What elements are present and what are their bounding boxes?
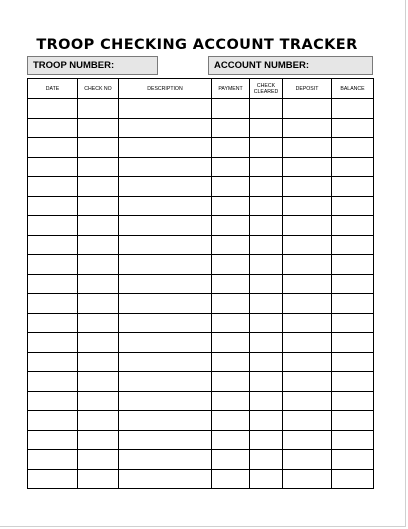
table-row [28,118,374,138]
cell-deposit[interactable] [283,118,332,138]
cell-date[interactable] [28,352,78,372]
cell-deposit[interactable] [283,391,332,411]
cell-payment[interactable] [212,157,250,177]
table-row [28,177,374,197]
cell-deposit[interactable] [283,313,332,333]
cell-check-cleared[interactable] [250,255,283,275]
table-row [28,235,374,255]
cell-payment[interactable] [212,118,250,138]
cell-description[interactable] [119,469,212,489]
account-number-label: ACCOUNT NUMBER: [214,60,309,71]
cell-check-cleared[interactable] [250,157,283,177]
cell-description[interactable] [119,274,212,294]
cell-payment[interactable] [212,352,250,372]
cell-check-no[interactable] [78,469,119,489]
cell-deposit[interactable] [283,216,332,236]
cell-description[interactable] [119,138,212,158]
cell-date[interactable] [28,99,78,119]
cell-check-no[interactable] [78,235,119,255]
cell-balance[interactable] [332,391,374,411]
cell-payment[interactable] [212,235,250,255]
cell-date[interactable] [28,430,78,450]
table-row [28,411,374,431]
cell-date[interactable] [28,196,78,216]
cell-deposit[interactable] [283,274,332,294]
cell-payment[interactable] [212,274,250,294]
cell-date[interactable] [28,157,78,177]
cell-balance[interactable] [332,450,374,470]
cell-deposit[interactable] [283,411,332,431]
cell-check-no[interactable] [78,294,119,314]
cell-payment[interactable] [212,333,250,353]
header-check-no: CHECK NO [78,79,119,99]
table-row [28,430,374,450]
cell-payment[interactable] [212,216,250,236]
cell-date[interactable] [28,138,78,158]
cell-check-no[interactable] [78,352,119,372]
cell-payment[interactable] [212,294,250,314]
cell-description[interactable] [119,118,212,138]
cell-check-cleared[interactable] [250,450,283,470]
cell-balance[interactable] [332,177,374,197]
page-title: TROOP CHECKING ACCOUNT TRACKER [36,37,358,53]
header-deposit: DEPOSIT [283,79,332,99]
cell-description[interactable] [119,216,212,236]
cell-check-no[interactable] [78,255,119,275]
cell-check-cleared[interactable] [250,469,283,489]
cell-payment[interactable] [212,255,250,275]
cell-description[interactable] [119,391,212,411]
cell-description[interactable] [119,313,212,333]
cell-payment[interactable] [212,99,250,119]
header-date: DATE [28,79,78,99]
table-row [28,469,374,489]
cell-payment[interactable] [212,372,250,392]
cell-check-no[interactable] [78,99,119,119]
cell-balance[interactable] [332,99,374,119]
table-row [28,216,374,236]
cell-check-no[interactable] [78,196,119,216]
cell-description[interactable] [119,333,212,353]
cell-description[interactable] [119,235,212,255]
cell-payment[interactable] [212,196,250,216]
cell-description[interactable] [119,352,212,372]
ledger-body [28,99,374,489]
cell-deposit[interactable] [283,372,332,392]
cell-balance[interactable] [332,313,374,333]
cell-balance[interactable] [332,469,374,489]
table-row [28,313,374,333]
cell-balance[interactable] [332,118,374,138]
cell-balance[interactable] [332,372,374,392]
table-row [28,450,374,470]
cell-deposit[interactable] [283,196,332,216]
troop-number-field[interactable] [27,56,158,75]
cell-date[interactable] [28,294,78,314]
cell-description[interactable] [119,450,212,470]
cell-date[interactable] [28,313,78,333]
cell-description[interactable] [119,372,212,392]
table-row [28,138,374,158]
cell-balance[interactable] [332,352,374,372]
header-check-cleared: CHECK CLEARED [250,79,283,99]
cell-check-no[interactable] [78,157,119,177]
cell-date[interactable] [28,216,78,236]
header-description: DESCRIPTION [119,79,212,99]
cell-date[interactable] [28,450,78,470]
table-row [28,274,374,294]
cell-check-cleared[interactable] [250,99,283,119]
table-row [28,391,374,411]
cell-check-no[interactable] [78,313,119,333]
cell-balance[interactable] [332,411,374,431]
cell-check-no[interactable] [78,118,119,138]
table-row [28,352,374,372]
ledger-table [27,78,374,489]
cell-check-cleared[interactable] [250,177,283,197]
cell-check-cleared[interactable] [250,274,283,294]
cell-deposit[interactable] [283,352,332,372]
cell-check-cleared[interactable] [250,430,283,450]
cell-description[interactable] [119,294,212,314]
cell-check-cleared[interactable] [250,313,283,333]
troop-number-label: TROOP NUMBER: [33,60,115,71]
cell-date[interactable] [28,469,78,489]
cell-deposit[interactable] [283,99,332,119]
cell-description[interactable] [119,157,212,177]
cell-deposit[interactable] [283,177,332,197]
cell-deposit[interactable] [283,235,332,255]
cell-payment[interactable] [212,313,250,333]
cell-check-cleared[interactable] [250,294,283,314]
table-row [28,372,374,392]
cell-check-cleared[interactable] [250,352,283,372]
cell-deposit[interactable] [283,255,332,275]
cell-payment[interactable] [212,391,250,411]
table-row [28,196,374,216]
cell-check-cleared[interactable] [250,333,283,353]
cell-check-no[interactable] [78,138,119,158]
cell-check-cleared[interactable] [250,138,283,158]
cell-description[interactable] [119,411,212,431]
cell-deposit[interactable] [283,333,332,353]
cell-date[interactable] [28,274,78,294]
cell-balance[interactable] [332,274,374,294]
header-balance: BALANCE [332,79,374,99]
cell-payment[interactable] [212,469,250,489]
cell-description[interactable] [119,99,212,119]
cell-date[interactable] [28,391,78,411]
table-row [28,333,374,353]
table-row [28,255,374,275]
cell-deposit[interactable] [283,469,332,489]
header-row [28,79,374,99]
cell-check-cleared[interactable] [250,372,283,392]
cell-balance[interactable] [332,430,374,450]
cell-date[interactable] [28,411,78,431]
cell-description[interactable] [119,196,212,216]
account-number-field[interactable] [208,56,373,75]
cell-check-cleared[interactable] [250,196,283,216]
cell-balance[interactable] [332,216,374,236]
cell-balance[interactable] [332,235,374,255]
cell-date[interactable] [28,235,78,255]
cell-date[interactable] [28,333,78,353]
cell-balance[interactable] [332,294,374,314]
cell-date[interactable] [28,255,78,275]
cell-balance[interactable] [332,333,374,353]
cell-deposit[interactable] [283,450,332,470]
cell-balance[interactable] [332,196,374,216]
cell-check-no[interactable] [78,333,119,353]
cell-description[interactable] [119,255,212,275]
cell-check-cleared[interactable] [250,216,283,236]
cell-check-no[interactable] [78,177,119,197]
table-row [28,294,374,314]
cell-check-no[interactable] [78,450,119,470]
cell-payment[interactable] [212,430,250,450]
cell-check-cleared[interactable] [250,391,283,411]
cell-balance[interactable] [332,157,374,177]
cell-description[interactable] [119,177,212,197]
cell-description[interactable] [119,430,212,450]
cell-check-no[interactable] [78,430,119,450]
header-payment: PAYMENT [212,79,250,99]
cell-payment[interactable] [212,411,250,431]
cell-balance[interactable] [332,255,374,275]
cell-payment[interactable] [212,177,250,197]
cell-payment[interactable] [212,138,250,158]
cell-date[interactable] [28,372,78,392]
cell-balance[interactable] [332,138,374,158]
cell-deposit[interactable] [283,138,332,158]
cell-deposit[interactable] [283,294,332,314]
cell-check-no[interactable] [78,216,119,236]
cell-check-no[interactable] [78,274,119,294]
cell-deposit[interactable] [283,430,332,450]
cell-check-cleared[interactable] [250,411,283,431]
cell-check-cleared[interactable] [250,235,283,255]
table-row [28,157,374,177]
cell-payment[interactable] [212,450,250,470]
cell-deposit[interactable] [283,157,332,177]
cell-date[interactable] [28,118,78,138]
cell-check-no[interactable] [78,372,119,392]
table-row [28,99,374,119]
cell-check-no[interactable] [78,391,119,411]
cell-check-cleared[interactable] [250,118,283,138]
cell-date[interactable] [28,177,78,197]
cell-check-no[interactable] [78,411,119,431]
